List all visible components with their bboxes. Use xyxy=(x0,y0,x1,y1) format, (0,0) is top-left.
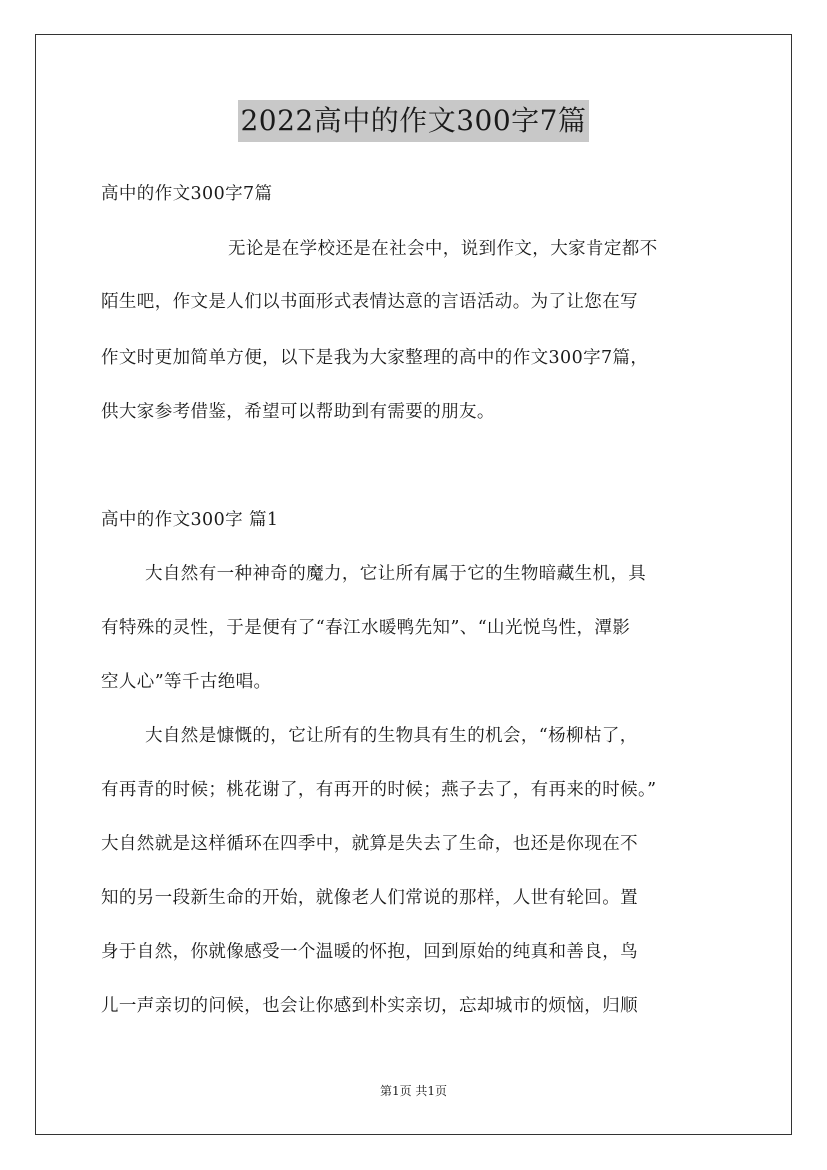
paragraph2-line-3: 大自然就是这样循环在四季中，就算是失去了生命，也还是你现在不 xyxy=(101,834,638,854)
paragraph2-line-5: 身于自然，你就像感受一个温暖的怀抱，回到原始的纯真和善良，鸟 xyxy=(101,942,638,962)
paragraph2-line-4: 知的另一段新生命的开始，就像老人们常说的那样，人世有轮回。置 xyxy=(101,888,638,908)
paragraph2-line-6: 儿一声亲切的问候，也会让你感到朴实亲切，忘却城市的烦恼，归顺 xyxy=(101,996,638,1016)
intro-line-4: 供大家参考借鉴，希望可以帮助到有需要的朋友。 xyxy=(101,402,495,422)
intro-line-3: 作文时更加简单方便，以下是我为大家整理的高中的作文300字7篇， xyxy=(101,348,649,368)
page-footer: 第1页 共1页 xyxy=(379,1084,448,1098)
intro-line-2: 陌生吧，作文是人们以书面形式表情达意的言语活动。为了让您在写 xyxy=(101,292,638,312)
paragraph1-line-1: 大自然有一种神奇的魔力，它让所有属于它的生物暗藏生机，具 xyxy=(145,564,647,584)
intro-line-1: 无论是在学校还是在社会中，说到作文，大家肯定都不 xyxy=(228,239,658,259)
paragraph1-line-3: 空人心”等千古绝唱。 xyxy=(101,672,272,692)
document-subtitle: 高中的作文300字7篇 xyxy=(101,184,273,204)
document-title-block xyxy=(0,100,827,146)
paragraph1-line-2: 有特殊的灵性，于是便有了“春江水暖鸭先知”、“山光悦鸟性，潭影 xyxy=(101,618,631,638)
section-heading: 高中的作文300字 篇1 xyxy=(101,510,279,530)
paragraph2-line-1: 大自然是慷慨的，它让所有的生物具有生的机会，“杨柳枯了， xyxy=(145,726,638,746)
paragraph2-line-2: 有再青的时候；桃花谢了，有再开的时候；燕子去了，有再来的时候。” xyxy=(101,780,657,800)
document-title: 2022高中的作文300字7篇 xyxy=(238,100,588,142)
